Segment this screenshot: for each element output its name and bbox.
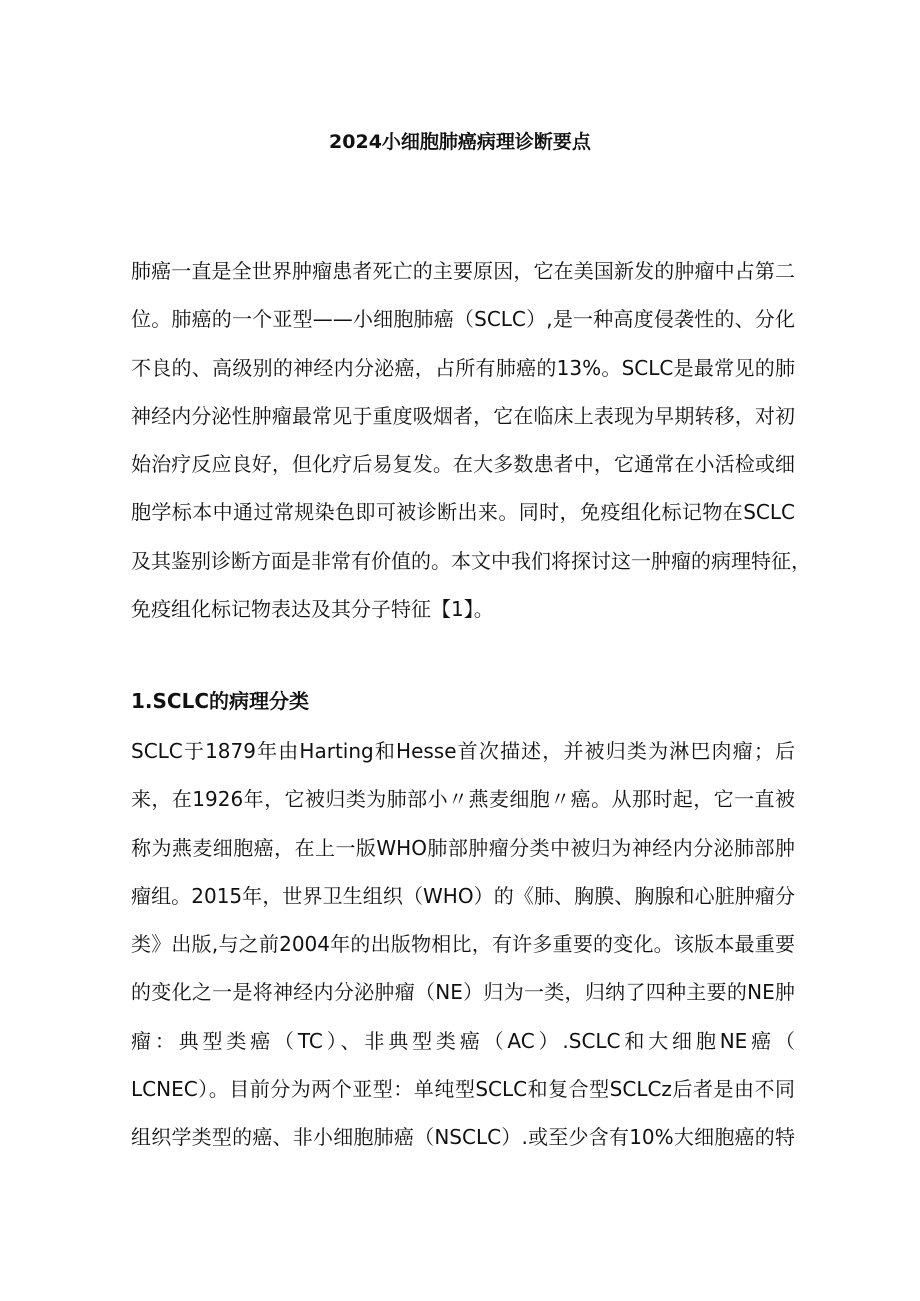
text-line: LCNEC）。目前分为两个亚型：单纯型SCLC和复合型SCLCz后者是由不同	[131, 1077, 795, 1102]
text-line: 位。肺癌的一个亚型——小细胞肺癌（SCLC）,是一种高度侵袭性的、分化	[131, 307, 795, 332]
section-paragraph	[131, 727, 795, 1162]
intro-paragraph	[131, 247, 811, 633]
text-line: 胞学标本中通过常规染色即可被诊断出来。同时，免疫组化标记物在SCLC	[131, 500, 795, 525]
text-line: 不良的、高级别的神经内分泌癌，占所有肺癌的13%。SCLC是最常见的肺	[131, 355, 795, 380]
text-line: 组织学类型的癌、非小细胞肺癌（NSCLC）.或至少含有10%大细胞癌的特	[131, 1125, 795, 1150]
text-line: 瘤组。2015年，世界卫生组织（WHO）的《肺、胸膜、胸腺和心脏肿瘤分	[131, 883, 795, 908]
text-line: 的变化之一是将神经内分泌肿瘤（NE）归为一类，归纳了四种主要的NE肿	[131, 980, 795, 1005]
text-line: 类》出版,与之前2004年的出版物相比，有许多重要的变化。该版本最重要	[131, 932, 795, 957]
document-title: 2024小细胞肺癌病理诊断要点	[329, 131, 591, 153]
text-line: SCLC于1879年由Harting和Hesse首次描述，并被归类为淋巴肉瘤；后	[131, 739, 795, 763]
text-line: 免疫组化标记物表达及其分子特征【1】。	[131, 597, 494, 622]
text-line: 肺癌一直是全世界肿瘤患者死亡的主要原因，它在美国新发的肿瘤中占第二	[131, 259, 795, 283]
text-line: 及其鉴别诊断方面是非常有价值的。本文中我们将探讨这一肿瘤的病理特征，	[131, 548, 811, 573]
section-heading: 1.SCLC的病理分类	[131, 689, 310, 713]
text-line: 神经内分泌性肿瘤最常见于重度吸烟者，它在临床上表现为早期转移，对初	[131, 403, 795, 428]
text-line: 始治疗反应良好，但化疗后易复发。在大多数患者中，它通常在小活检或细	[131, 452, 795, 477]
text-line: 瘤：典型类癌（TC）、非典型类癌（AC）.SCLC和大细胞NE癌（	[131, 1028, 795, 1053]
text-line: 来，在1926年，它被归类为肺部小〃燕麦细胞〃癌。从那时起，它一直被	[131, 787, 795, 812]
text-line: 称为燕麦细胞癌，在上一版WHO肺部肿瘤分类中被归为神经内分泌肺部肿	[131, 835, 795, 860]
